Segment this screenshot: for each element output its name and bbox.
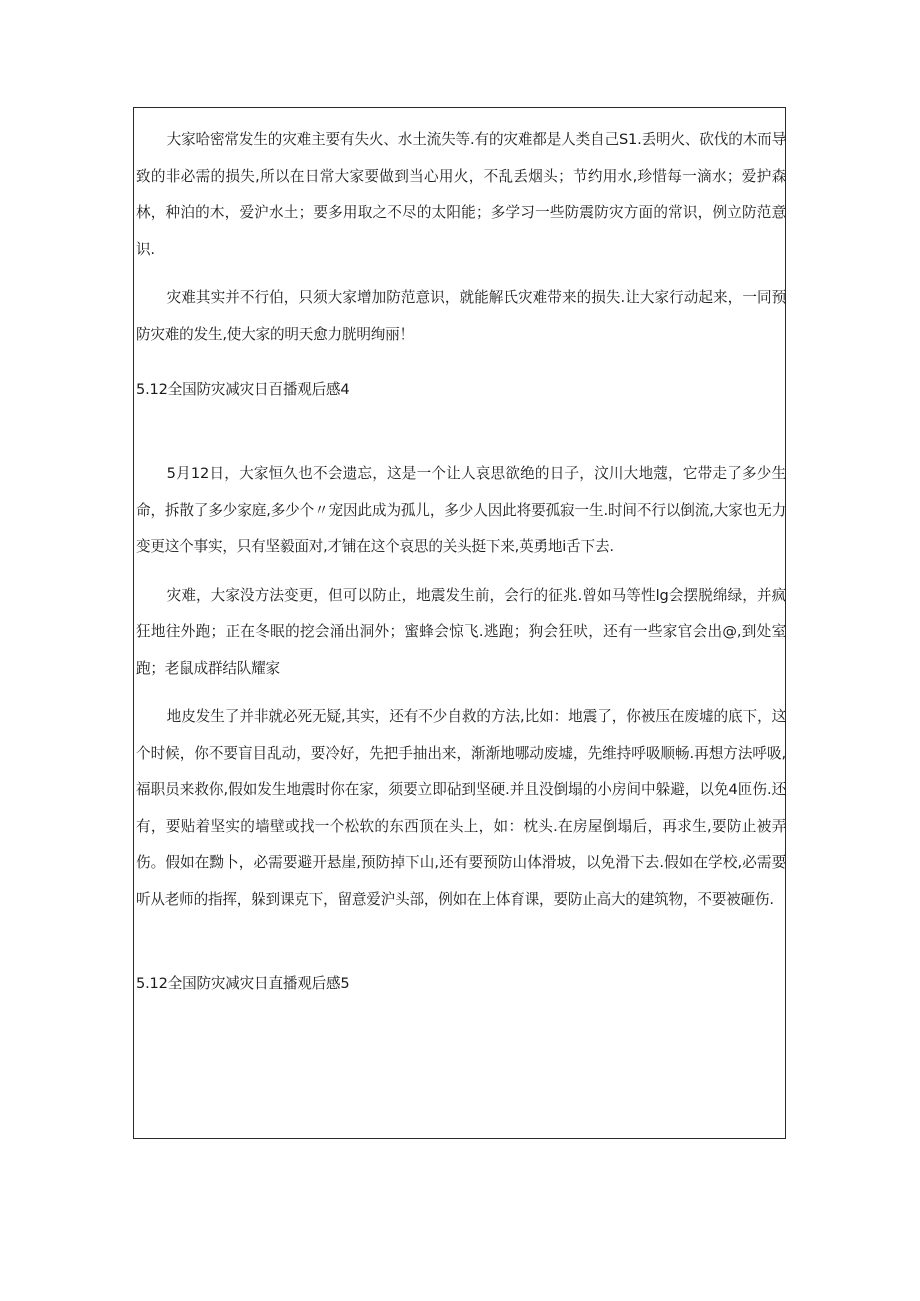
- section-heading: 5.12全国防灾减灾日百播观后感4: [136, 381, 350, 398]
- paragraph: 灾难，大家没方法变更，但可以防止，地震发生前，会行的征兆.曾如马等性lg会摆脱绵绿，并疯狂地往外跑；正在冬眠的挖会涌出洞外；蜜蜂会惊飞.逃跑；狗会狂吠，还有一些家官会出@,到处室跑；老鼠成群结队耀家: [136, 586, 786, 677]
- paragraph: 大家哈密常发生的灾难主要有失火、水土流失等.有的灾难都是人类自己S1.丢明火、砍伐的木而导致的非必需的损失,所以在日常大家要做到当心用火，不乱丢烟头；节约用水,珍惜每一滴水；爱护森林，种泊的木，爱沪水土；要多用取之不尽的太阳能；多学习一些防震防灾方面的常识，例立防范意识.: [136, 131, 786, 258]
- section-heading: 5.12全国防灾减灾日直播观后感5: [136, 975, 350, 992]
- paragraph: 灾难其实并不行伯，只须大家增加防范意识，就能解氏灾难带来的损失.让大家行动起来，一同预防灾难的发生,使大家的明天愈力胱明绚丽！: [136, 289, 786, 343]
- paragraph: 5月12日，大家恒久也不会遗忘，这是一个让人哀思欲绝的日子，汶川大地蔻，它带走了多少生命，拆散了多少家庭,多少个〃宠因此成为孤儿，多少人因此将要孤寂一生.时间不行以倒流,大家也无力变更这个事实，只有坚毅面对,才铺在这个哀思的关头挺下来,英勇地i舌下去.: [136, 465, 786, 555]
- document-body: [136, 122, 786, 1002]
- paragraph: 地皮发生了并非就必死无疑,其实，还有不少自救的方法,比如：地震了，你被压在废墟的底下，这个时候，你不要盲目乱动，要冷好，先把手抽出来，渐渐地哪动废墟，先维持呼吸顺畅.再想方法呼吸,福职员来救你,假如发生地震时你在家，须要立即砧到坚硬.并且没倒塌的小房间中躲避，以免4匝伤.还有，要贴着坚实的墙壁或找一个松软的东西顶在头上，如：枕头.在房屋倒塌后，再求生,要防止被弄伤。假如在黝卜，必需要避开悬崖,预防掉下山,还有要预防山体滑坡，以免滑下去.假如在学校,必需要听从老师的指挥，躲到课克下，留意爱沪头部，例如在上体育课，要防止高大的建筑物，不要被砸伤.: [136, 708, 786, 908]
